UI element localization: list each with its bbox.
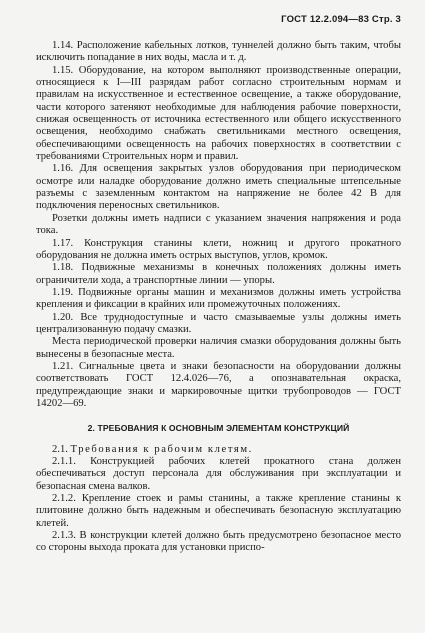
paragraph-lubrication-points: Места периодической проверки наличия смазки оборудования должны быть вынесены в безопасные места. [36, 336, 401, 360]
paragraph-1-18: 1.18. Подвижные механизмы в конечных положениях должны иметь ограничители хода, а транспортные линии — упоры. [36, 262, 401, 286]
paragraph-1-16: 1.16. Для освещения закрытых узлов оборудования при периодическом осмотре или наладке оборудование должно иметь специальные штепсельные разъемы с заземленным контактом на напряжение не более 42 В для подключения переносных светильников. [36, 163, 401, 212]
paragraph-1-14: 1.14. Расположение кабельных лотков, туннелей должно быть таким, чтобы исключить попадание в них воды, масла и т. д. [36, 40, 401, 64]
paragraph-1-21: 1.21. Сигнальные цвета и знаки безопасности на оборудовании должны соответствовать ГОСТ 12.4.026—76, а опознавательная окраска, предупреждающие знаки и маркировочные щитки трубопроводов — ГОСТ 14202—69. [36, 360, 401, 409]
page-body [36, 40, 401, 555]
paragraph-1-20: 1.20. Все труднодоступные и часто смазываемые узлы должны иметь централизованную подачу смазки. [36, 311, 401, 335]
paragraph-2-1-3: 2.1.3. В конструкции клетей должно быть предусмотрено безопасное место со стороны выхода проката для установки приспо- [36, 530, 401, 554]
page-header: ГОСТ 12.2.094—83 Стр. 3 [281, 14, 401, 25]
paragraph-1-17: 1.17. Конструкция станины клети, ножниц и другого прокатного оборудования не должна иметь острых выступов, углов, кромок. [36, 237, 401, 261]
paragraph-1-19: 1.19. Подвижные органы машин и механизмов должны иметь устройства крепления и фиксации в крайних или промежуточных положениях. [36, 286, 401, 311]
subsection-2-1-title: Требования к рабочим клетям. [70, 443, 253, 455]
paragraph-2-1-1: 2.1.1. Конструкцией рабочих клетей прокатного стана должен обеспечиваться доступ персонала для обслуживания при эксплуатации и безопасная смена валков. [36, 456, 401, 492]
subsection-2-1-number: 2.1. [52, 443, 68, 455]
subsection-2-1-heading [36, 444, 401, 456]
paragraph-2-1-2: 2.1.2. Крепление стоек и рамы станины, а также крепление станины к плитовине должно быть надежным и обеспечивать безопасную эксплуатацию клетей. [36, 493, 401, 529]
section-2-heading: 2. ТРЕБОВАНИЯ К ОСНОВНЫМ ЭЛЕМЕНТАМ КОНСТРУКЦИЙ [87, 423, 350, 434]
paragraph-1-15: 1.15. Оборудование, на котором выполняют производственные операции, относящиеся к I—III разрядам работ согласно строительным нормам и правилам на искусственное и естественное освещение, а также оборудование, части которого затеняют необходимые для наблюдения рабочие поверхности, снижая освещенность от источника естественного или общего искусственного освещения, необходимо снабжать светильниками местного освещения, обеспечивающими освещенность на рабочих поверхностях в соответствии с требованиями Строительных норм и правил. [36, 64, 401, 163]
paragraph-sockets: Розетки должны иметь надписи с указанием значения напряжения и рода тока. [36, 212, 401, 237]
